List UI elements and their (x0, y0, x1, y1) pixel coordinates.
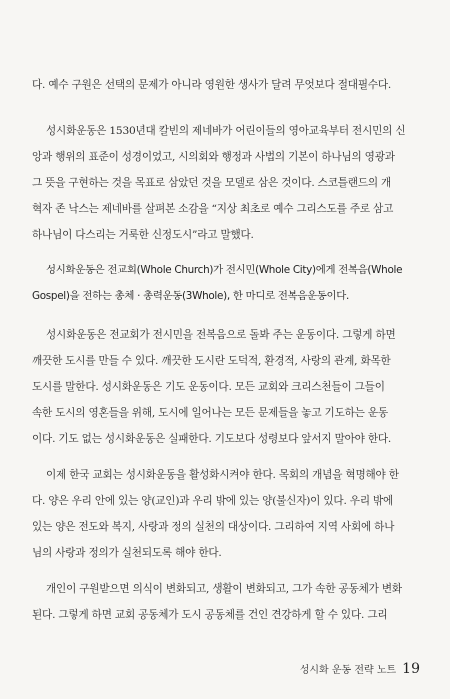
text-line: 님의 사랑과 정의가 실천되도록 해야 한다. (32, 547, 222, 559)
text-line: 속한 도시의 영혼들을 위해, 도시에 일어나는 모든 문제들을 놓고 기도하는 운동 (32, 407, 388, 419)
paragraph-1 (32, 72, 426, 98)
page-number: 19 (402, 661, 420, 677)
paragraph-3-emphasis (32, 257, 426, 309)
paragraph-6 (32, 576, 426, 628)
paragraph-5 (32, 462, 426, 566)
text-line: 도시를 말한다. 성시화운동은 기도 운동이다. 모든 교회와 크리스천들이 그들이 (32, 381, 385, 393)
text-line: 하나님이 다스리는 거룩한 신정도시”라고 말했다. (32, 229, 254, 241)
text-line: 이다. 기도 없는 성시화운동은 실패한다. 기도보다 성령보다 앞서지 말아야 한다. (32, 433, 392, 445)
text-line: 다. 예수 구원은 선택의 문제가 아니라 영원한 생사가 달려 무엇보다 절대필수다. (32, 79, 392, 91)
text-line: 다. 양은 우리 안에 있는 양(교인)과 우리 밖에 있는 양(불신자)이 있다. 우리 밖에 (32, 495, 394, 507)
running-title: 성시화 운동 전략 노트 (299, 665, 397, 676)
text-line: 그 뜻을 구현하는 것을 목표로 삼았던 것을 모델로 삼은 것이다. 스코틀랜드의 개 (32, 177, 392, 189)
text-line: 앙과 행위의 표준이 성경이었고, 시의회와 행정과 사법의 기본이 하나님의 영광과 (32, 151, 395, 163)
paragraph-4 (32, 322, 426, 452)
text-line: 성시화운동은 전교회가 전시민을 전복음으로 돌봐 주는 운동이다. 그렇게 하면 (46, 329, 396, 341)
text-line: 있는 양은 전도와 복지, 사랑과 정의 실천의 대상이다. 그리하여 지역 사회에 하나 (32, 521, 395, 533)
text-line: 된다. 그렇게 하면 교회 공동체가 도시 공동체를 건인 견강하게 할 수 있다. 그리 (32, 609, 388, 621)
text-line: Gospel)을 전하는 총체 · 총력운동(3Whole), 한 마디로 전복음운동이다. (32, 290, 349, 302)
text-line: 성시화운동은 1530년대 칼빈의 제네바가 어린이들의 영아교육부터 전시민의 신 (46, 125, 406, 137)
page-footer (300, 661, 420, 677)
text-line: 개인이 구원받으면 의식이 변화되고, 생활이 변화되고, 그가 속한 공동체가 변화 (46, 583, 402, 595)
text-line: 깨끗한 도시를 만들 수 있다. 깨끗한 도시란 도덕적, 환경적, 사랑의 관계, 화목한 (32, 355, 391, 367)
paragraph-2 (32, 118, 426, 248)
text-line: 이제 한국 교회는 성시화운동을 활성화시켜야 한다. 목회의 개념을 혁명해야 한 (46, 469, 399, 481)
text-line: 성시화운동은 전교회(Whole Church)가 전시민(Whole City)에게 전복음(Whole (46, 264, 403, 276)
text-line: 혁자 존 낙스는 제네바를 살펴본 소감을 “지상 최초로 예수 그리스도를 주로 삼고 (32, 203, 394, 215)
